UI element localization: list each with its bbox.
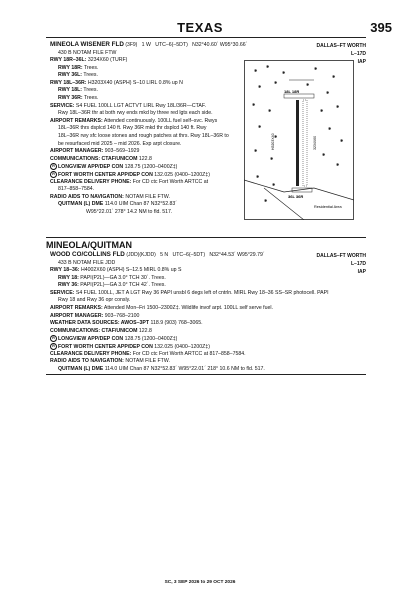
airport2-line [50, 335, 177, 342]
airport1-line-label: AIRPORT REMARKS: [50, 117, 103, 124]
radar-icon: R [50, 163, 57, 170]
city-heading: MINEOLA/QUITMAN [46, 240, 132, 250]
airport2-line-label: QUITMAN (L) DME [58, 365, 104, 372]
airport1-line [50, 57, 127, 64]
airport1-line [50, 179, 208, 186]
airport1-line-text: NOTAM FILE FTW. [123, 193, 170, 200]
airport1-line [50, 103, 206, 110]
airport1-line [86, 209, 172, 216]
airport2-line-label: COMMUNICATIONS: CTAF/UNICOM [50, 327, 138, 334]
airport2-line-text: 128.75 (1200–0400Z‡) [123, 336, 178, 343]
airport2-title-line [50, 252, 265, 259]
svg-text:✱: ✱ [328, 126, 332, 131]
airport1-title-line [50, 42, 247, 49]
airport2-line [50, 328, 152, 335]
airport2-line-label: LONGVIEW APP/DEP CON [58, 336, 124, 343]
airport1-line-label: COMMUNICATIONS: CTAF/UNICOM [50, 155, 138, 162]
airport1-line-text: S4 FUEL 100LL LGT ACTVT LIRL Rwy 18L/36R—CTAF. [74, 102, 206, 109]
airport1-line-label: RWY 18R: [58, 64, 83, 71]
page-header-state: TEXAS [177, 20, 223, 35]
svg-text:✱: ✱ [336, 104, 340, 109]
section-rule-2 [46, 374, 366, 375]
diagram-rwy-bottom-label: 36L 36R [288, 194, 304, 199]
airport1-line-text: 122.8 [137, 155, 152, 162]
airport1-coords: N32°40.60´ W95°30.66´ [192, 42, 248, 48]
airport1-name: MINEOLA WISENER FLD [50, 41, 124, 48]
airport2-line [50, 267, 181, 274]
diagram-turf-label: 3234X60 [313, 135, 317, 150]
airport1-iap: IAP [357, 59, 366, 65]
diagram-rwy-top-label: 18L 18R [284, 89, 300, 94]
airport2-location: 5 N [160, 252, 169, 258]
airport2-line-label: RWY 18: [58, 274, 79, 281]
svg-text:✱: ✱ [326, 90, 330, 95]
airport1-location: 1 W [141, 42, 151, 48]
svg-text:✱: ✱ [336, 162, 340, 167]
airport1-line-text: 132.025 (0400–1200Z‡) [152, 171, 210, 178]
airport2-line-label: RADIO AIDS TO NAVIGATION: [50, 358, 124, 365]
airport1-line [58, 95, 98, 102]
airport2-line-text: PAPI(P2L)—GA 3.0° TCH 30´. Trees. [78, 274, 166, 281]
svg-text:✱: ✱ [258, 124, 262, 129]
radar-icon: R [50, 343, 57, 350]
airport2-line [58, 297, 130, 304]
airport2-line [50, 358, 170, 365]
airport2-iap: IAP [357, 269, 366, 275]
header-rule [46, 37, 366, 38]
svg-text:✱: ✱ [270, 156, 274, 161]
airport2-line-text: 132.025 (0400–1200Z‡) [152, 343, 210, 350]
airport1-line [50, 163, 177, 170]
airport2-line-label: CLEARANCE DELIVERY PHONE: [50, 350, 132, 357]
airport1-line-text: be resurfaced mid 2025 – mid 2026. Exp arpt closure. [58, 140, 182, 147]
svg-text:✱: ✱ [266, 64, 270, 69]
airport1-line-text: 903–569–1929 [103, 148, 140, 155]
airport2-line-text: 122.8 [137, 327, 152, 334]
airport1-utc: UTC–6(–5DT) [155, 42, 188, 48]
radar-icon: R [50, 335, 57, 342]
airport1-line [58, 133, 229, 140]
airport2-line-text: 903–768–2100 [103, 312, 140, 319]
airport1-line-text: Trees. [82, 95, 99, 101]
airport2-line-text: For CD ctc Fort Worth ARTCC at 817–858–7584. [131, 350, 246, 357]
airport1-line-label: RWY 18L–36R: [50, 79, 87, 86]
svg-text:✱: ✱ [258, 84, 262, 89]
airport2-line [50, 305, 273, 312]
airport2-line-text: NOTAM FILE FTW. [123, 358, 170, 365]
airport2-elev-line: 433 B NOTAM FILE JDD [58, 260, 116, 266]
svg-text:✱: ✱ [274, 80, 278, 85]
airport2-line [50, 351, 246, 358]
airport1-line [58, 72, 98, 79]
airport1-line-text: 18L–36R rwy sfc loose stones and rough patches at thrs. Rwy 18L–36R to [58, 133, 229, 139]
airport1-line [58, 125, 207, 132]
airport2-line-label: SERVICE: [50, 289, 75, 296]
airport2-line [50, 320, 203, 327]
airport2-line [58, 275, 166, 282]
airport1-diagram [244, 60, 354, 220]
airport1-line-label: CLEARANCE DELIVERY PHONE: [50, 178, 132, 185]
airport1-line [50, 171, 210, 178]
airport2-ident: (JDD)(KJDD) [126, 252, 156, 258]
airport1-line-text: 817–858–7584. [58, 186, 95, 193]
airport1-line-label: RWY 36R: [58, 95, 83, 101]
airport1-ident: (3F9) [125, 42, 138, 48]
airport1-line [50, 156, 152, 163]
airport1-line [58, 110, 213, 117]
airport1-line-text: 18L–36R thrs dsplcd 140 ft. Rwy 36R mkd thr dsplcd 140 ft. Rwy [58, 125, 207, 132]
airport2-line-text: 118.9 (903) 768–3065. [149, 320, 203, 327]
airport1-line [58, 87, 98, 94]
airport1-line-text: 128.75 (1200–0400Z‡) [123, 164, 178, 171]
airport1-line-label: LONGVIEW APP/DEP CON [58, 164, 124, 171]
airport1-line-text: 3234X60 (TURF) [86, 57, 128, 63]
footer-dates: SC, 3 SEP 2026 to 29 OCT 2026 [164, 580, 236, 585]
svg-text:✱: ✱ [252, 102, 256, 107]
airport2-line-label: AIRPORT MANAGER: [50, 312, 104, 319]
svg-text:✱: ✱ [264, 198, 268, 203]
airport2-line-label: WEATHER DATA SOURCES: AWOS–3PT [50, 320, 150, 327]
airport1-line-label: RWY 18R–36L: [50, 57, 87, 63]
radar-icon: R [50, 171, 57, 178]
airport1-line-label: RWY 36L: [58, 72, 83, 79]
svg-text:✱: ✱ [332, 74, 336, 79]
airport1-line-text: For CD ctc Fort Worth ARTCC at [131, 178, 209, 185]
airport1-line-label: FORT WORTH CENTER APP/DEP CON [58, 171, 153, 178]
airport1-line [50, 118, 217, 125]
airport2-line-label: AIRPORT REMARKS: [50, 305, 103, 311]
airport2-line-label: FORT WORTH CENTER APP/DEP CON [58, 343, 153, 350]
airport2-coords: N32°44.53´ W95°29.79´ [209, 252, 265, 258]
diagram-residential: Residential Area [314, 205, 342, 209]
airport2-line [50, 343, 210, 350]
svg-text:✱: ✱ [268, 108, 272, 113]
svg-text:✱: ✱ [254, 148, 258, 153]
airport1-line-label: AIRPORT MANAGER: [50, 148, 104, 155]
airport1-line [58, 186, 94, 193]
airport1-line [50, 80, 183, 87]
airport1-line-text: H3203X40 (ASPH) S–10 LIRL 0.8% up N [86, 79, 183, 86]
airport1-line [58, 141, 181, 148]
diagram-paved-label: H3203X40 [271, 133, 275, 150]
svg-text:✱: ✱ [320, 108, 324, 113]
svg-text:✱: ✱ [256, 174, 260, 179]
section-rule-1 [46, 237, 366, 238]
airport2-line-text: PAPI(P2L)—GA 3.0° TCH 42´. Trees. [78, 282, 166, 289]
airport2-line-text: Attended Mon–Fri 1500–2300Z‡. Wildlife invof arpt. 100LL self serve fuel. [102, 305, 273, 311]
airport1-line-text: W95°22.01´ 278° 14.2 NM to fld. 517. [86, 209, 173, 215]
airport1-line [58, 201, 177, 208]
airport2-line-label: RWY 36: [58, 282, 79, 289]
airport1-lchart: L–17D [350, 51, 366, 57]
airport1-line-text: 114.0 UIM Chan 87 N32°52.83´ [103, 201, 178, 208]
airport1-line-text: Trees. [82, 64, 99, 71]
airport2-line-label: RWY 18–36: [50, 267, 80, 273]
airport1-line-label: QUITMAN (L) DME [58, 201, 104, 208]
svg-text:✱: ✱ [282, 70, 286, 75]
airport2-line [50, 313, 139, 320]
airport1-line-text: Trees. [82, 87, 98, 94]
svg-text:✱: ✱ [314, 66, 318, 71]
airport2-chart-ref: DALLAS–FT WORTH [316, 253, 366, 259]
airport1-line [58, 65, 98, 72]
svg-text:✱: ✱ [274, 134, 278, 139]
airport1-chart-ref: DALLAS–FT WORTH [316, 43, 366, 49]
airport1-elev-line: 430 B NOTAM FILE FTW [58, 50, 117, 56]
airport2-line-text: S4 FUEL 100LL, JET A LGT Rwy 36 PAPI unsbl 6 degs left of cntrln. MIRL Rwy 18–36 SS–SR photocell. PAPI [74, 289, 329, 296]
airport1-line [50, 148, 139, 155]
airport1-line-text: Attended continuously. 100LL fuel self–svc. Rwys [102, 117, 218, 124]
airport1-line-text: Rwy 18L–36R thr at both rwy ends mkd by three red lgts each side. [58, 110, 213, 117]
airport2-line-text: 114.0 UIM Chan 87 N32°52.83´ W95°22.01´ 218° 10.6 NM to fld. 517. [103, 365, 265, 372]
airport2-name: WOOD CO/COLLINS FLD [50, 251, 125, 258]
page-number: 395 [370, 20, 392, 35]
svg-text:✱: ✱ [340, 138, 344, 143]
svg-text:✱: ✱ [306, 82, 310, 87]
airport2-utc: UTC–6(–5DT) [172, 252, 206, 258]
svg-text:✱: ✱ [322, 152, 326, 157]
svg-text:✱: ✱ [272, 182, 276, 187]
airport1-line-text: Trees. [82, 72, 98, 79]
airport1-line-label: RWY 18L: [58, 87, 83, 94]
airport2-lchart: L–17D [350, 261, 366, 267]
airport2-line [58, 366, 265, 373]
svg-text:✱: ✱ [254, 68, 258, 73]
airport2-line-text: H4002X60 (ASPH) S–12.5 MIRL 0.8% up S [79, 267, 182, 273]
airport1-line [50, 194, 170, 201]
airport1-line-label: SERVICE: [50, 102, 75, 109]
airport2-line [58, 282, 166, 289]
airport2-line [50, 290, 329, 297]
airport2-line-text: Rwy 18 and Rwy 36 opr consly. [58, 297, 131, 304]
airport1-line-label: RADIO AIDS TO NAVIGATION: [50, 193, 124, 200]
